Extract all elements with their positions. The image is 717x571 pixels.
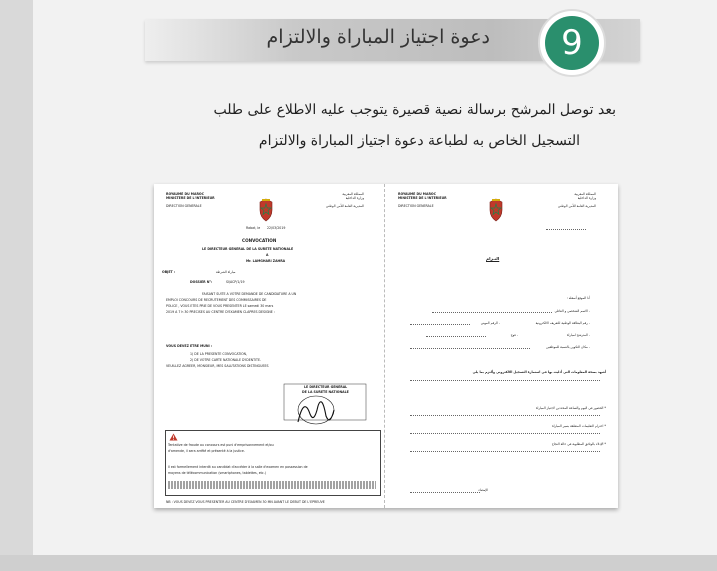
- description-line-2: التسجيل الخاص به لطباعة دعوة اجتياز المباراة والالتزام: [258, 133, 580, 149]
- step-title: دعوة اجتياز المباراة والالتزام: [266, 26, 490, 48]
- stamp-line-2: DE LA SURETE NATIONALE: [302, 390, 349, 394]
- coat-of-arms-icon: [257, 198, 275, 222]
- engagement-bullet-2: * احترام التعليمات المتعلقة بسير المباراة: [551, 424, 606, 428]
- field-professional-number: - الرقم المهني: [480, 321, 500, 325]
- engagement-bullet-1: * الحضور في اليوم والساعة المحددين لاجتياز المباراة: [535, 406, 606, 410]
- warning-icon: [169, 433, 178, 441]
- field-competition: - المترشح لمباراة: [566, 333, 590, 337]
- field-training-place: - مكان التكوين بالنسبة للموظفين: [546, 345, 590, 349]
- step-description: [150, 102, 616, 149]
- header-ar-line-3: المديرية العامة للأمن الوطني: [557, 204, 596, 208]
- engagement-title: التـزام: [486, 256, 500, 261]
- engagement-bullet-3: * الإدلاء بالوثائق المطلوبة في حالة النجاح: [551, 442, 606, 446]
- description-line-1: بعد توصل المرشح برسالة نصية قصيرة يتوجب عليه الاطلاع على طلب: [213, 102, 616, 118]
- rabat-label: Rabat, le: [246, 226, 261, 230]
- document-preview: [154, 184, 618, 508]
- warning-line-4: moyens de télécommunication (smartphones, tablettes, etc.): [168, 471, 266, 475]
- field-cin: - رقم البطاقة الوطنية للتعريف الالكترونية: [535, 321, 590, 325]
- header-ar-line-3: المديرية العامة للأمن الوطني: [325, 204, 364, 208]
- must-item-2: 2) DE VOTRE CARTE NATIONALE D'IDENTITE.: [190, 358, 262, 362]
- sender-line: LE DIRECTEUR GENERAL DE LA SURETE NATIONALE: [202, 247, 294, 251]
- header-fr-line-2: MINISTERE DE L'INTERIEUR: [166, 196, 215, 200]
- body-line-2: EMPLOI CONCOURS DE RECRUTEMENT DES COMMISSAIRES DE: [166, 298, 267, 302]
- must-title: VOUS DEVEZ ETRE MUNI :: [166, 344, 213, 348]
- body-line-4: 2019 A 7 h 30 PRECISES AU CENTRE D'EXAMEN CLAPRES DESIGNE :: [166, 310, 275, 314]
- stamp-line-1: LE DIRECTEUR GENERAL: [304, 385, 348, 389]
- field-full-name: - الاسم الشخصي و العائلي: [554, 309, 590, 313]
- convocation-page: [154, 184, 385, 508]
- body-line-3: POLICE , VOUS ETES PRIE DE VOUS PRESENTER LE samedi 30 mars: [166, 304, 274, 308]
- header-ar-line-2: وزارة الداخلية: [577, 196, 596, 200]
- coat-of-arms-icon: [487, 198, 505, 222]
- signature-icon: [294, 392, 338, 428]
- dossier-label: DOSSIER N°:: [190, 280, 213, 284]
- warning-line-2: d'amende, il sera arrêté et présenté à la justice.: [168, 449, 245, 453]
- recipient-name: Mr. LAMGHARI ZAHRA: [246, 259, 286, 263]
- body-line-1: FAISANT SUITE A VOTRE DEMANDE DE CANDIDATURE A UN: [202, 292, 297, 296]
- objet-value: مباراة الشرطة: [216, 270, 236, 274]
- field-batch: - فوج: [510, 333, 518, 337]
- warning-line-3: Il est formellement interdit au candidat d'accéder à la salle d'examen en possession de: [168, 465, 308, 469]
- signature-label: الإمضاء: [478, 488, 488, 492]
- engagement-paragraph: أشهد بصحة المعلومات التي أدليت بها في استمارة التسجيل الالكتروني وألتزم بما يلي: [472, 370, 606, 374]
- header-fr-line-1: ROYAUME DU MAROC: [166, 192, 204, 196]
- step-number-badge: [538, 9, 606, 77]
- salutations: VEUILLEZ AGREER, MONSIEUR, MES SALUTATIONS DISTINGUEES: [166, 364, 269, 368]
- footer-note: NB : VOUS DEVEZ VOUS PRESENTER AU CENTRE D'EXAMEN 30 MN AVANT LE DEBUT DE L'EPREUVE: [166, 500, 325, 504]
- engagement-intro: أنا الموقع أسفله :: [566, 296, 590, 300]
- header-ar-line-1: المملكة المغربية: [574, 192, 596, 196]
- header-fr-line-2: MINISTERE DE L'INTERIEUR: [398, 196, 447, 200]
- header-fr-line-1: ROYAUME DU MAROC: [398, 192, 436, 196]
- a-line: A: [266, 253, 269, 257]
- bottom-bar: [0, 555, 717, 571]
- engagement-page: [386, 184, 618, 508]
- dossier-value: SI/ACP/1/19: [226, 280, 245, 284]
- warning-line-1: Tentative de fraude ou concours est puni d'emprisonnement et/ou: [168, 443, 274, 447]
- step-number: 9: [545, 16, 599, 70]
- must-item-1: 1) DE LA PRESENTE CONVOCATION,: [190, 352, 248, 356]
- convocation-title: CONVOCATION: [242, 238, 277, 243]
- warning-box: [165, 430, 381, 496]
- header-fr-line-3: DIRECTION GENERALE: [166, 204, 202, 208]
- header-fr-line-3: DIRECTION GENERALE: [398, 204, 434, 208]
- header-ar-line-2: وزارة الداخلية: [345, 196, 364, 200]
- objet-label: OBJET :: [162, 270, 176, 274]
- convocation-date: 22/03/2019: [267, 226, 286, 230]
- header-ar-line-1: المملكة المغربية: [342, 192, 364, 196]
